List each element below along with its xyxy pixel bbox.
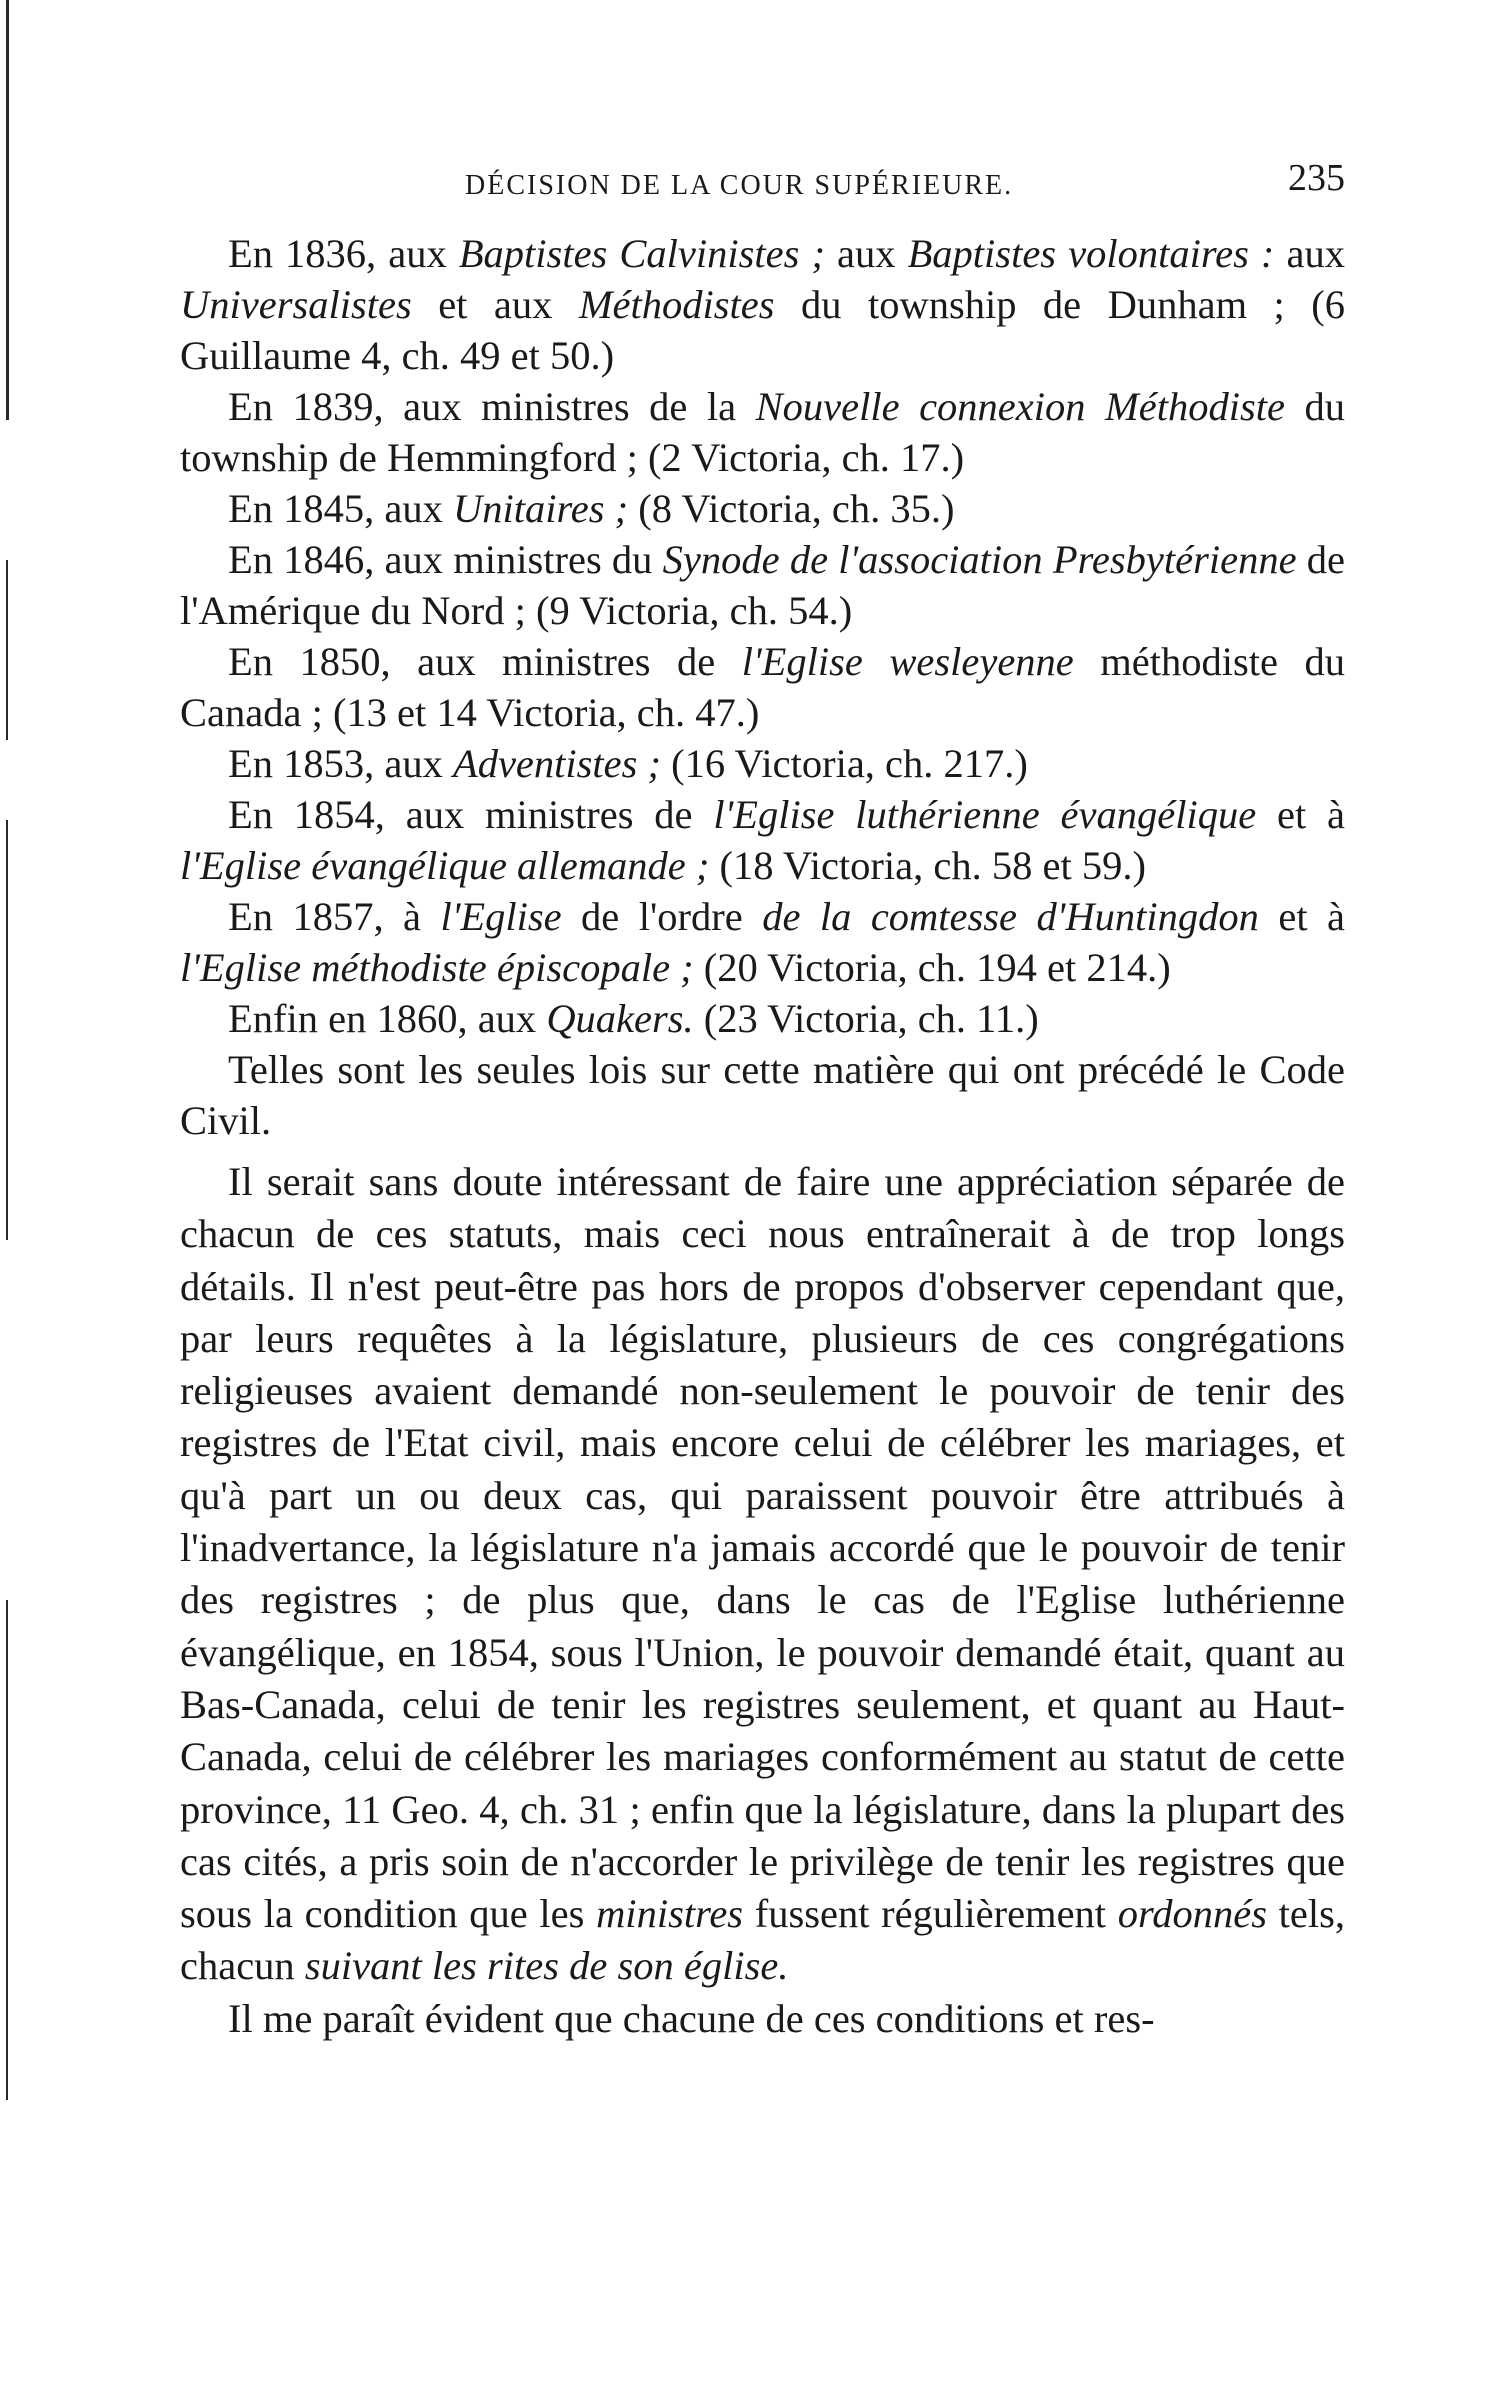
text-run: méthodiste du Canada ; (13 et 14 Victoria, ch. 47.) bbox=[180, 639, 1345, 735]
text-run: aux bbox=[1274, 231, 1345, 276]
text-run: du township de Hemmingford ; (2 Victoria, ch. 17.) bbox=[180, 384, 1345, 480]
paragraph bbox=[180, 483, 1345, 534]
text-run: (20 Victoria, ch. 194 et 214.) bbox=[693, 945, 1171, 990]
text-run: En 1857, à bbox=[228, 894, 441, 939]
text-run: Enfin en 1860, aux bbox=[228, 996, 547, 1041]
text-run: En 1836, aux bbox=[228, 231, 459, 276]
text-run: de l'Amérique du Nord ; (9 Victoria, ch. 54.) bbox=[180, 537, 1345, 633]
text-run: et à bbox=[1256, 792, 1345, 837]
paragraph bbox=[180, 891, 1345, 993]
text-run: En 1846, aux ministres du bbox=[228, 537, 663, 582]
italic-text: Baptistes volontaires : bbox=[907, 231, 1275, 276]
text-run: En 1845, aux bbox=[228, 486, 453, 531]
italic-text: de la comtesse d'Huntingdon bbox=[762, 894, 1259, 939]
italic-text: l'Eglise bbox=[440, 894, 562, 939]
italic-text: Baptistes Calvinistes ; bbox=[458, 231, 825, 276]
italic-text: l'Eglise luthérienne évangélique bbox=[713, 792, 1257, 837]
italic-text: Adventistes ; bbox=[452, 741, 662, 786]
page-edge-mark bbox=[6, 560, 8, 740]
paragraph bbox=[180, 636, 1345, 738]
text-run: (16 Victoria, ch. 217.) bbox=[661, 741, 1028, 786]
italic-text: Quakers. bbox=[546, 996, 694, 1041]
page-number: 235 bbox=[1288, 157, 1345, 199]
page-edge-mark bbox=[6, 0, 9, 420]
paragraph bbox=[180, 993, 1345, 1044]
text-run: (8 Victoria, ch. 35.) bbox=[628, 486, 955, 531]
text-run: (18 Victoria, ch. 58 et 59.) bbox=[709, 843, 1146, 888]
text-run: du township de Dunham ; (6 Guillaume 4, ch. 49 et 50.) bbox=[180, 282, 1345, 378]
text-run: et aux bbox=[411, 282, 579, 327]
text-run: aux bbox=[824, 231, 908, 276]
paragraph bbox=[180, 534, 1345, 636]
text-run: En 1853, aux bbox=[228, 741, 453, 786]
italic-text: Méthodistes bbox=[578, 282, 775, 327]
paragraph bbox=[180, 1993, 1345, 2045]
text-run: En 1850, aux ministres de bbox=[228, 639, 742, 684]
italic-text: l'Eglise évangélique allemande ; bbox=[180, 843, 710, 888]
text-run: Il serait sans doute intéressant de faire une appréciation séparée de chacun de ces statuts, mais ceci nous entraînerait à de trop longs détails. Il n'est peut-être pas hors de propos d'observer cependant que, par leurs requêtes à la législature, plusieurs de ces congrégations religieuses avaient demandé non-seulement le pouvoir de tenir des registres de l'Etat civil, mais encore celui de célébrer les mariages, et qu'à part un ou deux cas, qui paraissent pouvoir être attribués à l'inadvertance, la législature n'a jamais accordé que le pouvoir de tenir des registres ; de plus que, dans le cas de l'Eglise luthérienne évangélique, en 1854, sous l'Union, le pouvoir demandé était, quant au Bas-Canada, celui de tenir les registres seulement, et quant au Haut-Canada, celui de célébrer les mariages conformément au statut de cette province, 11 Geo. 4, ch. 31 ; enfin que la législature, dans la plupart des cas cités, a pris soin de n'accorder le privilège de tenir les registres que sous la condition que les bbox=[180, 1159, 1345, 1937]
paragraph bbox=[180, 1156, 1345, 1993]
paragraph bbox=[180, 228, 1345, 381]
page-edge-mark bbox=[6, 820, 8, 1240]
text-run: En 1854, aux ministres de bbox=[228, 792, 714, 837]
text-run: En 1839, aux ministres de la bbox=[228, 384, 756, 429]
text-run: (23 Victoria, ch. 11.) bbox=[693, 996, 1039, 1041]
italic-text: ministres bbox=[596, 1891, 744, 1937]
page-edge-mark bbox=[6, 1600, 8, 2100]
italic-text: suivant les rites de son église. bbox=[304, 1943, 789, 1989]
italic-text: Unitaires ; bbox=[452, 486, 629, 531]
text-run: Il me paraît évident que chacune de ces conditions et res- bbox=[228, 1995, 1155, 2041]
running-head: DÉCISION DE LA COUR SUPÉRIEURE. bbox=[465, 170, 1014, 201]
text-run: Telles sont les seules lois sur cette matière qui ont précédé le Code Civil. bbox=[180, 1047, 1345, 1143]
text-run: et à bbox=[1258, 894, 1345, 939]
text-run: tels, chacun bbox=[180, 1891, 1346, 1989]
paragraph bbox=[180, 1044, 1345, 1146]
paragraph bbox=[180, 381, 1345, 483]
italic-text: Synode de l'association Presbytérienne bbox=[662, 537, 1297, 582]
italic-text: l'Eglise méthodiste épiscopale ; bbox=[180, 945, 694, 990]
italic-text: Universalistes bbox=[180, 282, 412, 327]
page-body-text bbox=[180, 228, 1345, 2045]
text-run: de l'ordre bbox=[561, 894, 763, 939]
paragraph bbox=[180, 789, 1345, 891]
italic-text: ordonnés bbox=[1117, 1891, 1267, 1937]
italic-text: Nouvelle connexion Méthodiste bbox=[755, 384, 1285, 429]
paragraph bbox=[180, 738, 1345, 789]
text-run: fussent régulièrement bbox=[743, 1891, 1118, 1937]
page-header bbox=[180, 148, 1345, 208]
italic-text: l'Eglise wesleyenne bbox=[741, 639, 1074, 684]
